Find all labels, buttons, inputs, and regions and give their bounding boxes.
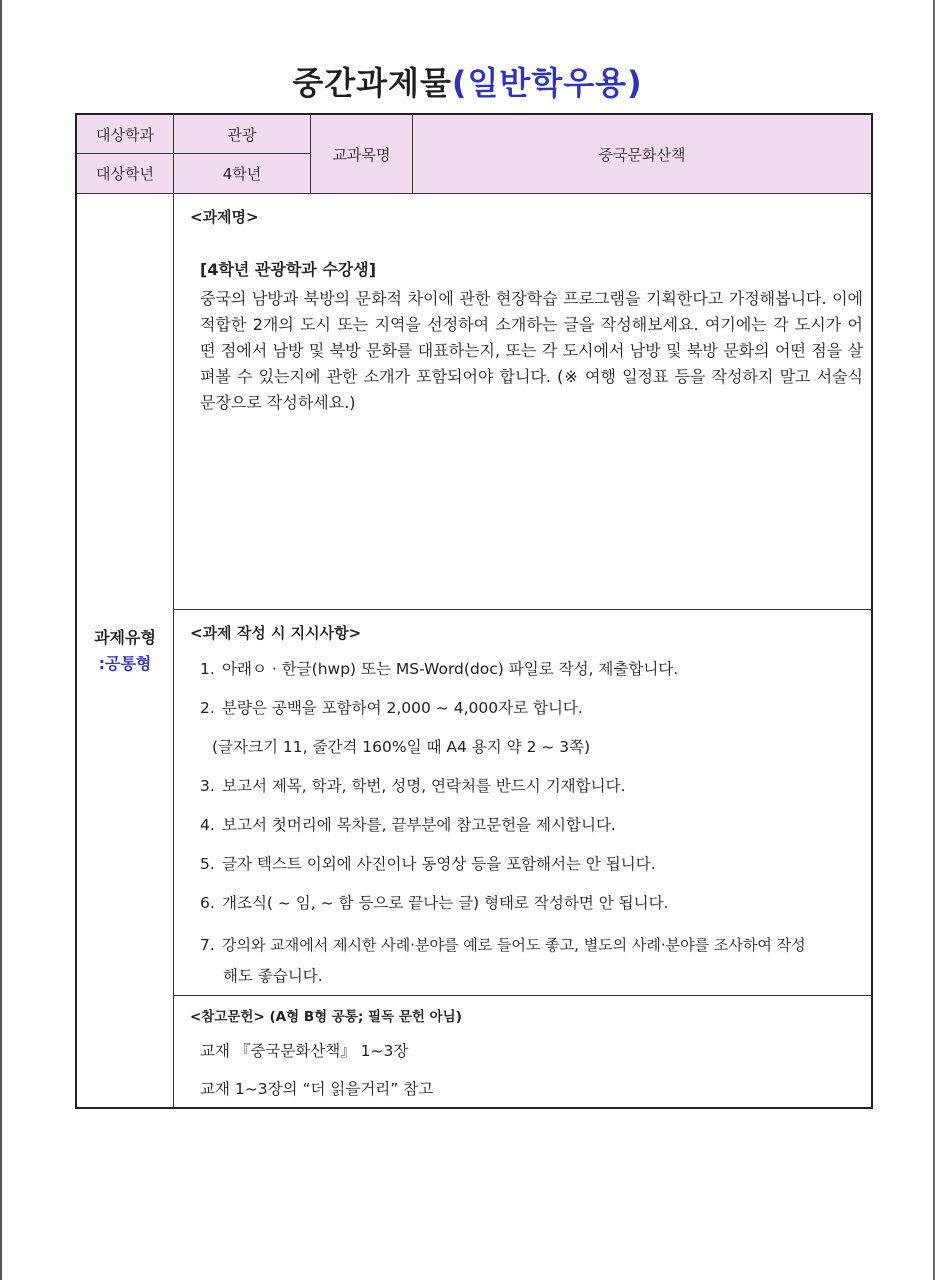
topic-body: 중국의 남방과 북방의 문화적 차이에 관한 현장학습 프로그램을 기획한다고 가정해봅니다. 이에 적합한 2개의 도시 또는 지역을 선정하여 소개하는 글을 작성해보세요. 여기에는 각 도시가 어떤 점에서 남방 및 북방 문화를 대표하는지, 또는 각 도시에서 남방 및 북방 문화의 어떤 점을 살펴볼 수 있는지에 관한 소개가 포함되어야 합니다. (※ 여행 일정표 등을 작성하지 말고 서술식 문장으로 작성하세요.)	[200, 289, 863, 412]
grade-label: 대상학년	[77, 153, 173, 193]
reference-item: 교재 1~3장의 “더 읽을거리” 참고	[200, 1080, 434, 1098]
assignment-type-label: 과제유형	[94, 627, 156, 647]
instructions-list	[190, 657, 871, 992]
references-section	[173, 995, 871, 1107]
title-main: 중간과제물	[292, 64, 452, 102]
references-heading: <참고문헌> (A형 B형 공통; 필독 문헌 아님)	[190, 1009, 462, 1025]
instruction-item: 1. 아래ㅇ · 한글(hwp) 또는 MS-Word(doc) 파일로 작성, 제출합니다.	[200, 660, 679, 678]
instruction-item-note: (글자크기 11, 줄간격 160%일 때 A4 용지 약 2 ~ 3쪽)	[212, 738, 591, 756]
document-title	[0, 58, 935, 104]
dept-value: 관광	[173, 115, 310, 153]
course-value: 중국문화산책	[412, 115, 871, 193]
instruction-item: 3. 보고서 제목, 학과, 학번, 성명, 연락처를 반드시 기재합니다.	[200, 777, 626, 795]
assignment-type-value: :공통형	[98, 653, 152, 673]
topic-subheading: [4학년 관광학과 수강생]	[200, 260, 377, 279]
instruction-item: 7. 강의와 교재에서 제시한 사례·분야를 예로 들어도 좋고, 별도의 사례·분야를 조사하여 작성 해도 좋습니다.	[200, 936, 806, 985]
instruction-item: 4. 보고서 첫머리에 목차를, 끝부분에 참고문헌을 제시합니다.	[200, 816, 616, 834]
instructions-heading: <과제 작성 시 지시사항>	[190, 624, 362, 642]
topic-heading: <과제명>	[190, 208, 259, 226]
title-accent: (일반학우용)	[451, 64, 643, 102]
assignment-type-cell	[77, 193, 173, 1107]
instruction-item: 5. 글자 텍스트 이외에 사진이나 동영상 등을 포함해서는 안 됩니다.	[200, 855, 656, 873]
assignment-form	[75, 113, 873, 1109]
grade-value: 4학년	[173, 153, 310, 193]
dept-label: 대상학과	[77, 115, 173, 153]
instruction-item: 6. 개조식( ~ 임, ~ 함 등으로 끝나는 글) 형태로 작성하면 안 됩니다.	[200, 894, 669, 912]
instruction-item: 2. 분량은 공백을 포함하여 2,000 ~ 4,000자로 합니다.	[200, 699, 583, 717]
instructions-section	[173, 609, 871, 995]
reference-item: 교재 『중국문화산책』 1~3장	[200, 1042, 409, 1060]
page-edge-left	[0, 0, 2, 1280]
topic-section	[173, 193, 871, 609]
course-label: 교과목명	[310, 115, 412, 193]
